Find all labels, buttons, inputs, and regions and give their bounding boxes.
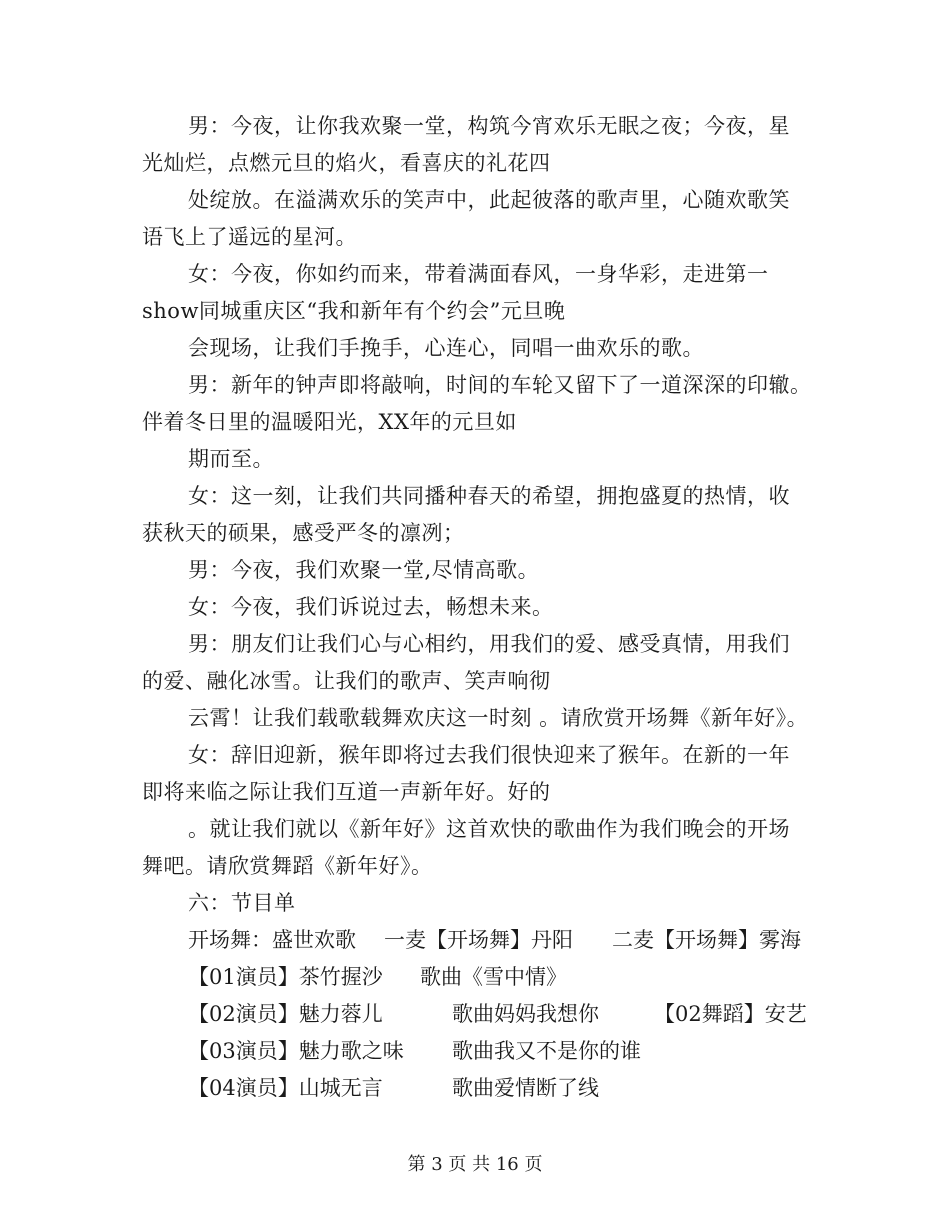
paragraph-line: 光灿烂，点燃元旦的焰火，看喜庆的礼花四 [142, 151, 551, 175]
paragraph-line: 语飞上了遥远的星河。 [142, 225, 357, 249]
program-item: 歌曲《雪中情》 [420, 965, 567, 989]
paragraph-line: 舞吧。请欣赏舞蹈《新年好》。 [142, 854, 433, 878]
program-item: 【04演员】山城无言 [188, 1076, 383, 1100]
paragraph-line: 云霄！让我们载歌载舞欢庆这一时刻 。请欣赏开场舞《新年好》。 [188, 706, 809, 730]
program-item: 一麦【开场舞】丹阳 [384, 928, 573, 952]
paragraph-line: 女：这一刻，让我们共同播种春天的希望，拥抱盛夏的热情，收 [188, 484, 790, 508]
program-item: 【03演员】魅力歌之味 [188, 1039, 404, 1063]
program-item: 歌曲爱情断了线 [452, 1076, 599, 1100]
paragraph-line: 获秋天的硕果，感受严冬的凛冽； [142, 521, 465, 545]
program-item: 【02舞蹈】安艺 [654, 1002, 807, 1026]
paragraph-line: 伴着冬日里的温暖阳光，XX年的元旦如 [142, 410, 517, 434]
paragraph-line: 男：新年的钟声即将敲响，时间的车轮又留下了一道深深的印辙。 [188, 373, 812, 397]
paragraph-line: 处绽放。在溢满欢乐的笑声中，此起彼落的歌声里，心随欢歌笑 [188, 188, 790, 212]
paragraph-line: 男：朋友们让我们心与心相约，用我们的爱、感受真情，用我们 [188, 632, 790, 656]
paragraph-line: 女：今夜，我们诉说过去，畅想未来。 [188, 595, 554, 619]
section-heading: 六：节目单 [188, 891, 296, 915]
paragraph-line: 的爱、融化冰雪。让我们的歌声、笑声响彻 [142, 669, 551, 693]
paragraph-line: show同城重庆区“我和新年有个约会”元旦晚 [142, 299, 566, 323]
program-item: 歌曲妈妈我想你 [452, 1002, 599, 1026]
paragraph-line: 会现场，让我们手挽手，心连心，同唱一曲欢乐的歌。 [188, 336, 704, 360]
program-item: 【01演员】茶竹握沙 [188, 965, 383, 989]
paragraph-line: 男：今夜，我们欢聚一堂,尽情高歌。 [188, 558, 540, 582]
paragraph-line: 男：今夜，让你我欢聚一堂，构筑今宵欢乐无眠之夜；今夜，星 [188, 114, 790, 138]
program-item: 歌曲我又不是你的谁 [452, 1039, 641, 1063]
program-item: 【02演员】魅力蓉儿 [188, 1002, 383, 1026]
paragraph-line: 。就让我们就以《新年好》这首欢快的歌曲作为我们晚会的开场 [188, 817, 790, 841]
program-item: 开场舞：盛世欢歌 [188, 928, 356, 952]
paragraph-line: 女：辞旧迎新，猴年即将过去我们很快迎来了猴年。在新的一年 [188, 743, 790, 767]
paragraph-line: 女：今夜，你如约而来，带着满面春风，一身华彩，走进第一 [188, 262, 769, 286]
program-item: 二麦【开场舞】雾海 [612, 928, 801, 952]
paragraph-line: 即将来临之际让我们互道一声新年好。好的 [142, 780, 551, 804]
paragraph-line: 期而至。 [188, 447, 274, 471]
page-number-footer: 第 3 页 共 16 页 [407, 1154, 543, 1175]
